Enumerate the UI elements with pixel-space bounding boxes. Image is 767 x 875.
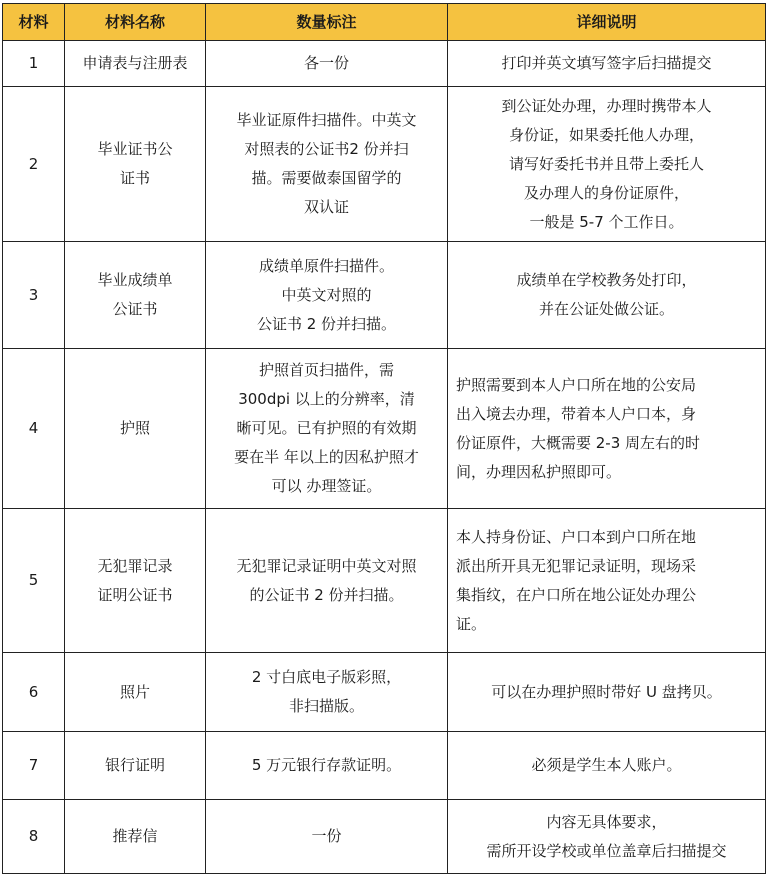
row-name: 护照 xyxy=(65,349,206,509)
row-name: 照片 xyxy=(65,653,206,732)
table-row xyxy=(3,349,766,509)
row-quantity: 毕业证原件扫描件。中英文 对照表的公证书2 份并扫 描。需要做泰国留学的 双认证 xyxy=(206,87,448,242)
row-no: 2 xyxy=(3,87,65,242)
row-no: 3 xyxy=(3,242,65,349)
row-detail: 成绩单在学校教务处打印， 并在公证处做公证。 xyxy=(448,242,766,349)
row-quantity: 5 万元银行存款证明。 xyxy=(206,732,448,800)
row-name: 银行证明 xyxy=(65,732,206,800)
table-row xyxy=(3,509,766,653)
row-detail: 必须是学生本人账户。 xyxy=(448,732,766,800)
table-row xyxy=(3,242,766,349)
table-row xyxy=(3,800,766,874)
row-name: 毕业证书公 证书 xyxy=(65,87,206,242)
row-quantity: 护照首页扫描件，需 300dpi 以上的分辨率，清 晰可见。已有护照的有效期 要在半 年以上的因私护照才 可以 办理签证。 xyxy=(206,349,448,509)
row-quantity: 成绩单原件扫描件。 中英文对照的 公证书 2 份并扫描。 xyxy=(206,242,448,349)
row-detail: 打印并英文填写签字后扫描提交 xyxy=(448,41,766,87)
row-no: 4 xyxy=(3,349,65,509)
table-row xyxy=(3,732,766,800)
row-name: 无犯罪记录 证明公证书 xyxy=(65,509,206,653)
row-no: 6 xyxy=(3,653,65,732)
materials-table xyxy=(2,3,766,874)
header-name: 材料名称 xyxy=(65,4,206,41)
row-detail: 到公证处办理，办理时携带本人 身份证，如果委托他人办理， 请写好委托书并且带上委托人 及办理人的身份证原件， 一般是 5-7 个工作日。 xyxy=(448,87,766,242)
row-no: 5 xyxy=(3,509,65,653)
row-quantity: 无犯罪记录证明中英文对照 的公证书 2 份并扫描。 xyxy=(206,509,448,653)
table-row xyxy=(3,653,766,732)
row-detail: 内容无具体要求， 需所开设学校或单位盖章后扫描提交 xyxy=(448,800,766,874)
row-no: 1 xyxy=(3,41,65,87)
row-detail: 可以在办理护照时带好 U 盘拷贝。 xyxy=(448,653,766,732)
row-quantity: 一份 xyxy=(206,800,448,874)
table-row xyxy=(3,87,766,242)
header-no: 材料 xyxy=(3,4,65,41)
row-detail: 本人持身份证、户口本到户口所在地 派出所开具无犯罪记录证明，现场采 集指纹，在户口所在地公证处办理公 证。 xyxy=(448,509,766,653)
row-no: 7 xyxy=(3,732,65,800)
row-name: 毕业成绩单 公证书 xyxy=(65,242,206,349)
row-no: 8 xyxy=(3,800,65,874)
row-name: 申请表与注册表 xyxy=(65,41,206,87)
row-quantity: 2 寸白底电子版彩照， 非扫描版。 xyxy=(206,653,448,732)
row-detail: 护照需要到本人户口所在地的公安局 出入境去办理，带着本人户口本，身 份证原件，大概需要 2-3 周左右的时 间，办理因私护照即可。 xyxy=(448,349,766,509)
header-quantity: 数量标注 xyxy=(206,4,448,41)
header-detail: 详细说明 xyxy=(448,4,766,41)
table-header-row xyxy=(3,4,766,41)
row-quantity: 各一份 xyxy=(206,41,448,87)
row-name: 推荐信 xyxy=(65,800,206,874)
table-row xyxy=(3,41,766,87)
